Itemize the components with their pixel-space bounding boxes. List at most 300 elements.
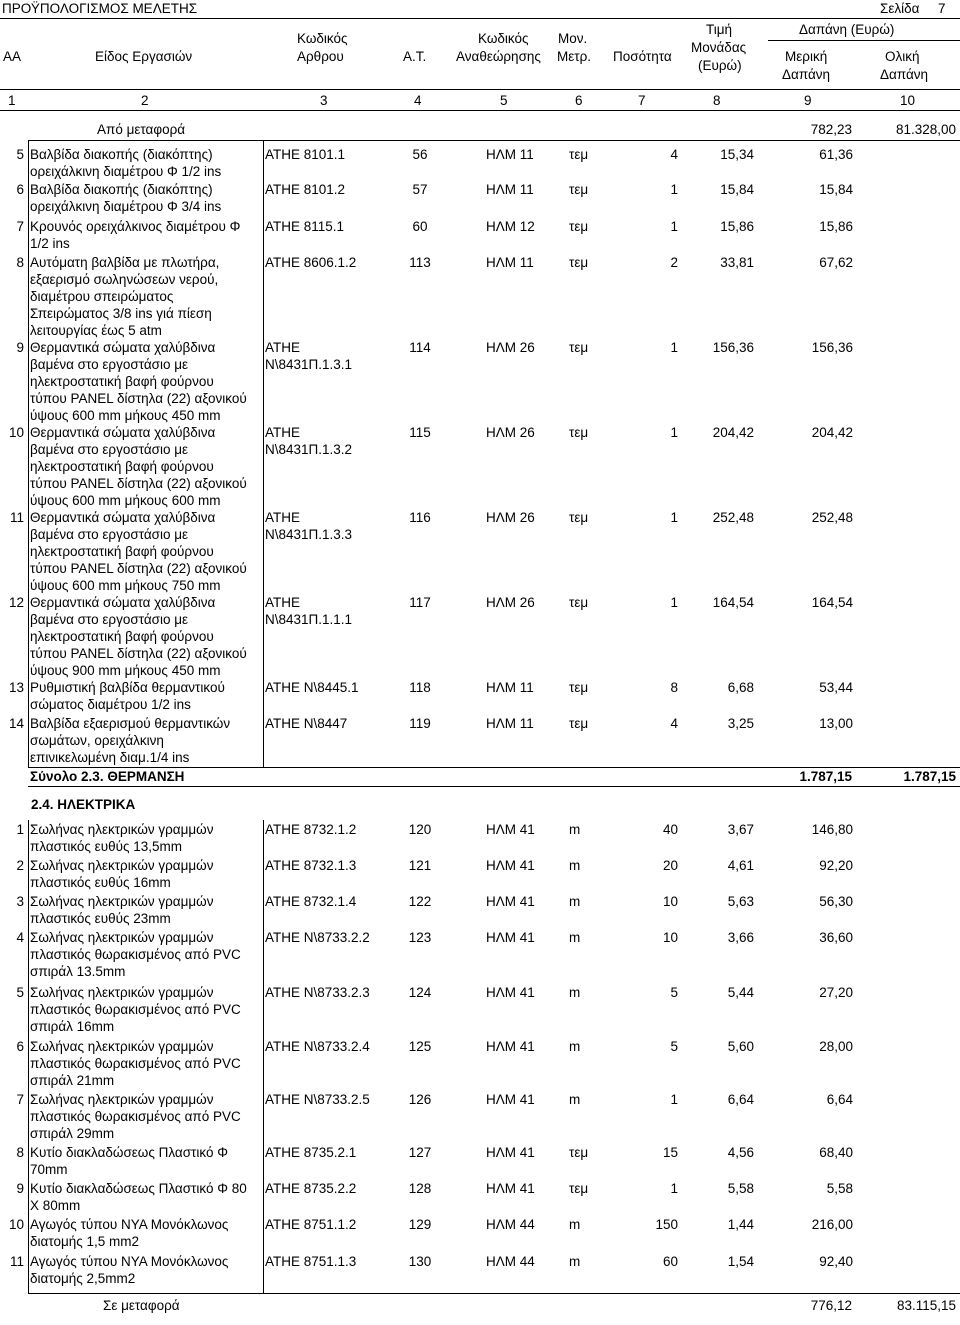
description-line: βαμένα στο εργοστάσιο με <box>30 612 189 627</box>
col-aa: ΑΑ <box>3 49 22 64</box>
col-timi-2: Μονάδας <box>691 40 747 55</box>
description-line: ύψους 600 mm μήκους 600 mm <box>30 493 221 508</box>
row-quantity: 1 <box>670 219 678 234</box>
page-number: 7 <box>938 1 946 16</box>
row-revision-code: ΗΛΜ 41 <box>486 1092 535 1107</box>
row-article-code <box>265 594 385 628</box>
article-code-line: ΑΤΗΕ 8606.1.2 <box>265 255 357 270</box>
row-description <box>30 424 262 509</box>
article-code-line: ΑΤΗΕ 8751.1.3 <box>265 1254 357 1269</box>
page-label: Σελίδα <box>880 1 920 16</box>
row-aa: 8 <box>16 1145 24 1160</box>
description-line: τύπου PANEL δίστηλα (22) αξονικού <box>30 476 247 491</box>
header-top-rule <box>0 18 960 19</box>
row-partial-cost: 204,42 <box>811 425 853 440</box>
row-revision-code: ΗΛΜ 41 <box>486 822 535 837</box>
row-quantity: 1 <box>670 510 678 525</box>
article-code-line: ΑΤΗΕ 8732.1.2 <box>265 822 357 837</box>
article-code-line: ΑΤΗΕ Ν\8733.2.5 <box>265 1092 370 1107</box>
row-unit-price: 15,34 <box>720 147 754 162</box>
row-unit-price: 1,54 <box>727 1254 754 1269</box>
col-number: 7 <box>638 93 646 108</box>
row-partial-cost: 15,84 <box>819 182 853 197</box>
row-description <box>30 1144 262 1178</box>
table-row <box>0 218 960 254</box>
row-unit: m <box>569 894 581 909</box>
description-line: Θερμαντικά σώματα χαλύβδινα <box>30 340 216 355</box>
col-meriki-2: Δαπάνη <box>782 67 831 82</box>
row-at: 118 <box>409 680 431 695</box>
subtotal-total: 1.787,15 <box>903 769 956 784</box>
row-aa: 5 <box>16 985 24 1000</box>
description-line: διαμέτρου σπειρώματος <box>30 289 174 304</box>
article-code-line: ΑΤΗΕ 8101.1 <box>265 147 346 162</box>
article-code-line: Ν\8431Π.1.3.1 <box>265 357 353 372</box>
description-line: λειτουργίας έως 5 atm <box>30 323 162 338</box>
row-revision-code: ΗΛΜ 41 <box>486 930 535 945</box>
row-unit: τεμ <box>569 425 589 440</box>
row-partial-cost: 92,40 <box>819 1254 853 1269</box>
table-row <box>0 1091 960 1143</box>
row-unit: τεμ <box>569 219 589 234</box>
description-line: τύπου PANEL δίστηλα (22) αξονικού <box>30 391 247 406</box>
row-description <box>30 929 262 980</box>
row-unit-price: 5,58 <box>727 1181 754 1196</box>
row-article-code <box>265 181 385 198</box>
description-line: ύψους 600 mm μήκους 450 mm <box>30 408 221 423</box>
row-unit: τεμ <box>569 340 589 355</box>
row-article-code <box>265 929 385 946</box>
subtotal-bottom-rule <box>28 786 960 787</box>
row-unit: τεμ <box>569 1181 589 1196</box>
row-revision-code: ΗΛΜ 26 <box>486 425 535 440</box>
table-row <box>0 715 960 767</box>
description-line: Θερμαντικά σώματα χαλύβδινα <box>30 510 216 525</box>
row-article-code <box>265 893 385 910</box>
row-unit: m <box>569 930 581 945</box>
row-description <box>30 1038 262 1089</box>
col-kodikos-arthrou-1: Κωδικός <box>297 31 348 46</box>
row-description <box>30 509 262 594</box>
row-unit-price: 252,48 <box>712 510 754 525</box>
row-at: 56 <box>412 147 428 162</box>
row-description <box>30 1180 262 1214</box>
row-at: 116 <box>409 510 431 525</box>
row-at: 124 <box>408 985 432 1000</box>
row-partial-cost: 27,20 <box>819 985 853 1000</box>
row-unit-price: 33,81 <box>720 255 754 270</box>
description-line: Θερμαντικά σώματα χαλύβδινα <box>30 595 216 610</box>
carry-out-label: Σε μεταφορά <box>103 1298 180 1313</box>
row-revision-code: ΗΛΜ 11 <box>486 147 534 162</box>
row-partial-cost: 164,54 <box>811 595 853 610</box>
row-aa: 9 <box>16 1181 24 1196</box>
description-line: διατομής 2,5mm2 <box>30 1271 136 1286</box>
article-code-line: ΑΤΗΕ 8101.2 <box>265 182 346 197</box>
row-at: 130 <box>408 1254 432 1269</box>
row-unit-price: 204,42 <box>712 425 754 440</box>
table-row <box>0 339 960 424</box>
col-oliki-2: Δαπάνη <box>880 67 929 82</box>
description-line: τύπου PANEL δίστηλα (22) αξονικού <box>30 561 247 576</box>
row-unit-price: 3,25 <box>727 716 754 731</box>
row-partial-cost: 53,44 <box>819 680 853 695</box>
row-revision-code: ΗΛΜ 41 <box>486 985 535 1000</box>
description-line: ηλεκτροστατική βαφή φούρνου <box>30 629 214 644</box>
row-description <box>30 821 262 855</box>
article-code-line: ΑΤΗΕ Ν\8447 <box>265 716 348 731</box>
description-line: πλαστικός θωρακισμένος από PVC <box>30 1109 241 1124</box>
description-line: Κυτίο διακλαδώσεως Πλαστικό Φ 80 <box>30 1181 247 1196</box>
description-line: Σωλήνας ηλεκτρικών γραμμών <box>30 858 214 873</box>
row-unit-price: 1,44 <box>727 1217 754 1232</box>
description-line: διατομής 1,5 mm2 <box>30 1234 140 1249</box>
row-at: 119 <box>409 716 431 731</box>
table-row <box>0 146 960 181</box>
carry-out-total: 83.115,15 <box>896 1298 956 1313</box>
row-aa: 11 <box>9 1254 24 1269</box>
table-row <box>0 929 960 981</box>
subtotal-partial: 1.787,15 <box>799 769 852 784</box>
description-line: Αγωγός τύπου ΝΥΑ Μονόκλωνος <box>30 1217 229 1232</box>
row-description <box>30 146 262 180</box>
row-description <box>30 1253 262 1287</box>
subtotal-label: Σύνολο 2.3. ΘΕΡΜΑΝΣΗ <box>30 769 185 784</box>
row-quantity: 5 <box>670 1039 678 1054</box>
row-revision-code: ΗΛΜ 41 <box>486 1039 535 1054</box>
row-aa: 10 <box>8 425 24 440</box>
table-row <box>0 509 960 594</box>
row-revision-code: ΗΛΜ 44 <box>486 1254 535 1269</box>
row-unit: m <box>569 1092 581 1107</box>
row-aa: 12 <box>8 595 24 610</box>
col-oliki-1: Ολική <box>885 49 920 64</box>
row-article-code <box>265 509 385 543</box>
row-article-code <box>265 1180 385 1197</box>
row-partial-cost: 5,58 <box>826 1181 853 1196</box>
col-number: 4 <box>414 93 422 108</box>
col-number: 5 <box>500 93 508 108</box>
row-unit: m <box>569 985 581 1000</box>
row-aa: 2 <box>16 858 24 873</box>
row-at: 123 <box>408 930 432 945</box>
row-at: 129 <box>408 1217 432 1232</box>
article-code-line: Ν\8431Π.1.1.1 <box>265 612 353 627</box>
col-at: Α.Τ. <box>403 49 427 64</box>
carry-out-rule <box>28 1293 960 1294</box>
table-row <box>0 424 960 509</box>
row-partial-cost: 6,64 <box>826 1092 853 1107</box>
row-quantity: 1 <box>670 595 678 610</box>
row-unit: m <box>569 1217 581 1232</box>
description-line: Βαλβίδα εξαερισμού θερμαντικών <box>30 716 231 731</box>
table-row <box>0 679 960 715</box>
row-revision-code: ΗΛΜ 26 <box>486 510 535 525</box>
row-at: 121 <box>408 858 432 873</box>
description-line: ύψους 900 mm μήκους 450 mm <box>30 663 221 678</box>
description-line: Σωλήνας ηλεκτρικών γραμμών <box>30 1092 214 1107</box>
row-revision-code: ΗΛΜ 11 <box>486 716 534 731</box>
col-mon-1: Μον. <box>558 31 588 46</box>
col-number: 10 <box>900 93 916 108</box>
row-quantity: 15 <box>662 1145 678 1160</box>
row-quantity: 2 <box>670 255 678 270</box>
row-partial-cost: 92,20 <box>819 858 853 873</box>
row-article-code <box>265 821 385 838</box>
col-number: 2 <box>141 93 149 108</box>
description-line: 70mm <box>30 1162 68 1177</box>
col-kodikos-arthrou-2: Αρθρου <box>297 49 344 64</box>
row-description <box>30 254 262 339</box>
row-aa: 6 <box>16 1039 24 1054</box>
row-partial-cost: 13,00 <box>819 716 853 731</box>
document-title: ΠΡΟΫΠΟΛΟΓΙΣΜΟΣ ΜΕΛΕΤΗΣ <box>2 1 198 16</box>
row-quantity: 60 <box>662 1254 678 1269</box>
col-posotita: Ποσότητα <box>613 49 672 64</box>
row-description <box>30 218 262 252</box>
table-row <box>0 1038 960 1090</box>
row-partial-cost: 68,40 <box>819 1145 853 1160</box>
description-line: σπιράλ 29mm <box>30 1126 115 1141</box>
row-unit: m <box>569 822 581 837</box>
col-number: 8 <box>713 93 721 108</box>
description-line: ηλεκτροστατική βαφή φούρνου <box>30 544 214 559</box>
col-number: 9 <box>804 93 812 108</box>
row-description <box>30 857 262 891</box>
row-at: 125 <box>408 1039 432 1054</box>
row-partial-cost: 28,00 <box>819 1039 853 1054</box>
row-at: 117 <box>409 595 431 610</box>
description-line: Σωλήνας ηλεκτρικών γραμμών <box>30 1039 214 1054</box>
row-at: 126 <box>408 1092 432 1107</box>
row-unit-price: 156,36 <box>712 340 754 355</box>
row-article-code <box>265 146 385 163</box>
row-revision-code: ΗΛΜ 11 <box>486 255 534 270</box>
description-line: Αυτόματη βαλβίδα με πλωτήρα, <box>30 255 220 270</box>
description-line: πλαστικός ευθύς 13,5mm <box>30 839 182 854</box>
article-code-line: ΑΤΗΕ 8751.1.2 <box>265 1217 357 1232</box>
description-line: ηλεκτροστατική βαφή φούρνου <box>30 374 214 389</box>
column-numbers-rule <box>0 110 960 111</box>
article-code-line: ΑΤΗΕ Ν\8445.1 <box>265 680 359 695</box>
description-line: Ρυθμιστική βαλβίδα θερμαντικού <box>30 680 225 695</box>
row-quantity: 20 <box>662 858 678 873</box>
description-line: ορειχάλκινη διαμέτρου Φ 1/2 ins <box>30 164 222 179</box>
description-line: πλαστικός θωρακισμένος από PVC <box>30 947 241 962</box>
article-code-line: ΑΤΗΕ 8735.2.1 <box>265 1145 357 1160</box>
row-quantity: 8 <box>670 680 678 695</box>
row-unit-price: 3,67 <box>727 822 754 837</box>
row-description <box>30 893 262 927</box>
row-revision-code: ΗΛΜ 44 <box>486 1217 535 1232</box>
row-article-code <box>265 857 385 874</box>
description-line: σπιράλ 16mm <box>30 1019 115 1034</box>
row-quantity: 5 <box>670 985 678 1000</box>
description-line: Χ 80mm <box>30 1198 81 1213</box>
row-unit-price: 5,60 <box>727 1039 754 1054</box>
row-at: 114 <box>409 340 431 355</box>
row-partial-cost: 61,36 <box>819 147 853 162</box>
row-aa: 7 <box>16 219 24 234</box>
description-line: εξαερισμό σωληνώσεων νερού, <box>30 272 219 287</box>
row-article-code <box>265 1253 385 1270</box>
row-description <box>30 181 262 215</box>
header-bottom-rule <box>0 89 960 90</box>
row-aa: 6 <box>16 182 24 197</box>
table-row <box>0 181 960 218</box>
row-aa: 11 <box>9 510 24 525</box>
carry-out-partial: 776,12 <box>810 1298 852 1313</box>
table-row <box>0 984 960 1036</box>
row-article-code <box>265 424 385 458</box>
row-aa: 9 <box>16 340 24 355</box>
article-code-line: Ν\8431Π.1.3.2 <box>265 442 353 457</box>
description-line: σπιράλ 13.5mm <box>30 964 126 979</box>
col-timi-1: Τιμή <box>706 22 733 37</box>
col-kodikos-anath-1: Κωδικός <box>478 31 529 46</box>
row-revision-code: ΗΛΜ 11 <box>486 680 534 695</box>
row-unit: τεμ <box>569 510 589 525</box>
row-description <box>30 715 262 766</box>
row-unit: m <box>569 1039 581 1054</box>
row-unit-price: 4,61 <box>727 858 754 873</box>
section-electrical-title: 2.4. ΗΛΕΚΤΡΙΚΑ <box>31 797 136 812</box>
description-line: βαμένα στο εργοστάσιο με <box>30 527 189 542</box>
row-unit-price: 5,63 <box>727 894 754 909</box>
description-line: Κρουνός ορειχάλκινος διαμέτρου Φ <box>30 219 241 234</box>
row-article-code <box>265 984 385 1001</box>
article-code-line: ΑΤΗΕ Ν\8733.2.3 <box>265 985 370 1000</box>
row-quantity: 10 <box>662 894 678 909</box>
row-partial-cost: 216,00 <box>811 1217 853 1232</box>
description-line: σπιράλ 21mm <box>30 1073 115 1088</box>
row-unit: τεμ <box>569 147 589 162</box>
description-line: πλαστικός θωρακισμένος από PVC <box>30 1002 241 1017</box>
description-line: τύπου PANEL δίστηλα (22) αξονικού <box>30 646 247 661</box>
row-revision-code: ΗΛΜ 11 <box>486 182 534 197</box>
row-aa: 7 <box>16 1092 24 1107</box>
row-article-code <box>265 339 385 373</box>
description-line: επινικελωμένη διαμ.1/4 ins <box>30 750 190 765</box>
col-kodikos-anath-2: Αναθεώρησης <box>456 49 541 64</box>
description-line: Σωλήνας ηλεκτρικών γραμμών <box>30 894 214 909</box>
description-line: Αγωγός τύπου ΝΥΑ Μονόκλωνος <box>30 1254 229 1269</box>
row-quantity: 1 <box>670 1181 678 1196</box>
article-code-line: ΑΤΗΕ 8732.1.4 <box>265 894 357 909</box>
row-quantity: 1 <box>670 425 678 440</box>
row-revision-code: ΗΛΜ 41 <box>486 858 535 873</box>
row-quantity: 1 <box>670 1092 678 1107</box>
description-line: Βαλβίδα διακοπής (διακόπτης) <box>30 182 213 197</box>
col-mon-2: Μετρ. <box>557 49 592 64</box>
row-at: 127 <box>408 1145 432 1160</box>
row-aa: 1 <box>16 822 24 837</box>
description-line: Σωλήνας ηλεκτρικών γραμμών <box>30 930 214 945</box>
description-line: Σπειρώματος 3/8 ins γιά πίεση <box>30 306 212 321</box>
row-revision-code: ΗΛΜ 26 <box>486 595 535 610</box>
row-unit-price: 5,44 <box>727 985 754 1000</box>
row-quantity: 4 <box>670 716 678 731</box>
carry-in-rule <box>28 140 960 141</box>
row-partial-cost: 36,60 <box>819 930 853 945</box>
row-aa: 5 <box>16 147 24 162</box>
row-unit-price: 3,66 <box>727 930 754 945</box>
row-description <box>30 594 262 679</box>
row-article-code <box>265 715 385 732</box>
row-article-code <box>265 679 385 696</box>
row-revision-code: ΗΛΜ 41 <box>486 1181 535 1196</box>
row-aa: 10 <box>8 1217 24 1232</box>
row-unit-price: 164,54 <box>712 595 754 610</box>
row-partial-cost: 156,36 <box>811 340 853 355</box>
col-meriki-1: Μερική <box>785 49 828 64</box>
description-line: Βαλβίδα διακοπής (διακόπτης) <box>30 147 213 162</box>
row-article-code <box>265 1091 385 1108</box>
description-line: βαμένα στο εργοστάσιο με <box>30 357 189 372</box>
row-description <box>30 679 262 713</box>
row-article-code <box>265 1144 385 1161</box>
row-unit: τεμ <box>569 595 589 610</box>
article-code-line: ΑΤΗΕ <box>265 425 301 440</box>
row-unit-price: 4,56 <box>727 1145 754 1160</box>
table-row <box>0 594 960 679</box>
row-aa: 13 <box>8 680 24 695</box>
carry-in-label: Από μεταφορά <box>97 122 186 137</box>
row-article-code <box>265 1038 385 1055</box>
col-dapani-group: Δαπάνη (Ευρώ) <box>799 22 895 37</box>
row-at: 120 <box>408 822 432 837</box>
row-description <box>30 984 262 1035</box>
row-quantity: 1 <box>670 340 678 355</box>
row-at: 122 <box>408 894 432 909</box>
row-partial-cost: 15,86 <box>819 219 853 234</box>
row-revision-code: ΗΛΜ 12 <box>486 219 535 234</box>
row-revision-code: ΗΛΜ 26 <box>486 340 535 355</box>
description-line: βαμένα στο εργοστάσιο με <box>30 442 189 457</box>
description-line: Σωλήνας ηλεκτρικών γραμμών <box>30 985 214 1000</box>
row-at: 128 <box>408 1181 432 1196</box>
description-line: 1/2 ins <box>30 236 70 251</box>
article-code-line: ΑΤΗΕ <box>265 340 301 355</box>
row-article-code <box>265 218 385 235</box>
row-unit: τεμ <box>569 255 589 270</box>
description-line: πλαστικός θωρακισμένος από PVC <box>30 1056 241 1071</box>
row-quantity: 4 <box>670 147 678 162</box>
article-code-line: ΑΤΗΕ <box>265 595 301 610</box>
row-description <box>30 1216 262 1250</box>
row-description <box>30 339 262 424</box>
row-partial-cost: 67,62 <box>819 255 853 270</box>
row-revision-code: ΗΛΜ 41 <box>486 1145 535 1160</box>
description-line: ύψους 600 mm μήκους 750 mm <box>30 578 221 593</box>
col-number: 1 <box>8 93 16 108</box>
row-partial-cost: 252,48 <box>811 510 853 525</box>
description-line: ορειχάλκινη διαμέτρου Φ 3/4 ins <box>30 199 222 214</box>
article-code-line: ΑΤΗΕ 8115.1 <box>265 219 345 234</box>
description-line: πλαστικός ευθύς 16mm <box>30 875 171 890</box>
row-unit: m <box>569 858 581 873</box>
row-aa: 8 <box>16 255 24 270</box>
col-timi-3: (Ευρώ) <box>698 58 742 73</box>
article-code-line: ΑΤΗΕ Ν\8733.2.4 <box>265 1039 370 1054</box>
row-article-code <box>265 1216 385 1233</box>
row-aa: 4 <box>16 930 24 945</box>
row-unit: τεμ <box>569 680 589 695</box>
description-line: πλαστικός ευθύς 23mm <box>30 911 171 926</box>
row-unit: τεμ <box>569 1145 589 1160</box>
description-line: Κυτίο διακλαδώσεως Πλαστικό Φ <box>30 1145 228 1160</box>
col-number: 3 <box>320 93 328 108</box>
